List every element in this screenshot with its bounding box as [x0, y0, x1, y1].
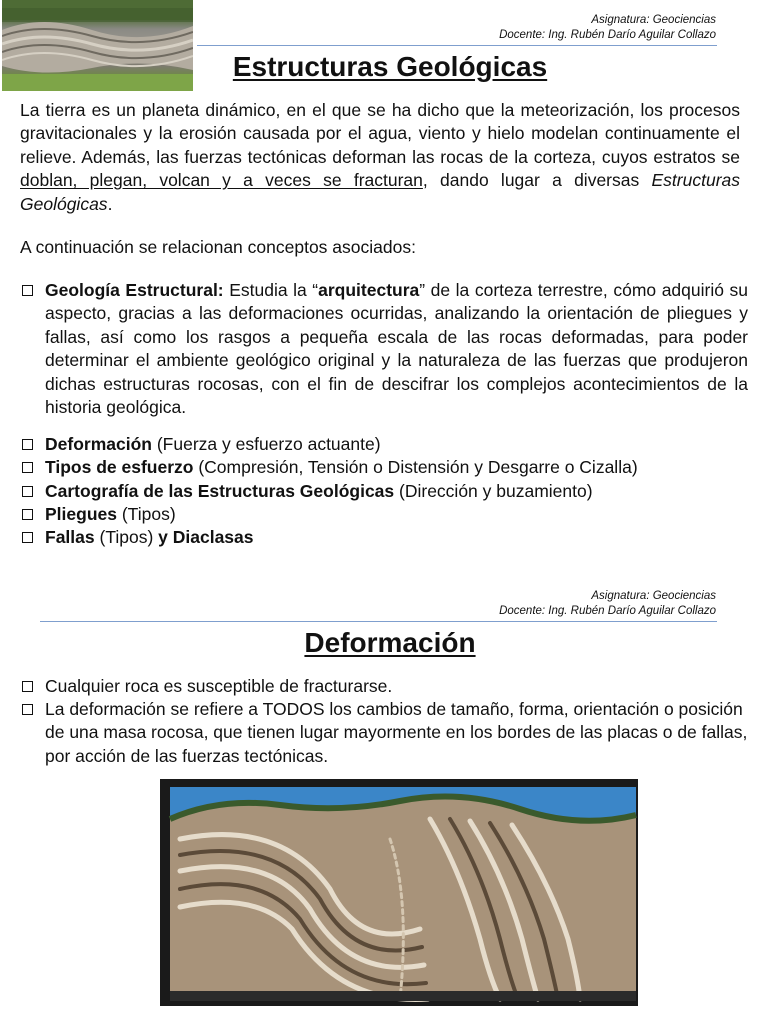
checkbox-bullet-icon [22, 285, 33, 296]
course-label: Asignatura: Geociencias [591, 14, 716, 26]
course-header [499, 589, 716, 619]
concept-item: Cartografía de las Estructuras Geológicas (Dirección y buzamiento) [20, 480, 748, 503]
deformation-item: La deformación se refiere a TODOS los cambios de tamaño, forma, orientación o posición de una masa rocosa, que tienen lugar mayormente en los bordes de las placas o de fallas, por acción de las fuerzas tectónicas. [20, 698, 748, 768]
checkbox-bullet-icon [22, 509, 33, 520]
page-title: Estructuras Geológicas [232, 51, 548, 82]
teacher-label: Docente: Ing. Rubén Darío Aguilar Collazo [499, 29, 716, 41]
geologia-estructural-item: Geología Estructural: Estudia la “arquitectura” de la corteza terrestre, cómo adquirió su aspecto, gracias a las deformaciones ocurridas, analizando la orientación de pliegues y fallas, así como los rasgos a pequeña escala de las rocas deformadas, para poder determinar el ambiente geológico original y la naturaleza de las fuerzas que produjeron dichas estructuras rocosas, con el fin de descifrar los complejos acontecimientos de la historia geológica. [20, 279, 748, 419]
concept-item: Fallas (Tipos) y Diaclasas [20, 526, 748, 549]
intro-paragraph: La tierra es un planeta dinámico, en el que se ha dicho que la meteorización, los procesos gravitacionales y la erosión causada por el agua, viento y hielo modelan continuamente el relieve. Además, las fuerzas tectónicas deforman las rocas de la corteza, cuyos estratos se doblan, plegan, volcan y a veces se fracturan, dando lugar a diversas Estructuras Geológicas. [20, 100, 740, 214]
deformation-item: Cualquier roca es susceptible de fracturarse. [20, 675, 748, 698]
checkbox-bullet-icon [22, 532, 33, 543]
checkbox-bullet-icon [22, 681, 33, 692]
underlined-phrase: doblan, plegan, volcan y a veces se fracturan [20, 170, 423, 191]
section-title: Deformación [304, 627, 476, 658]
concept-item: Tipos de esfuerzo (Compresión, Tensión o Distensión y Desgarre o Cizalla) [20, 456, 748, 479]
concepts-lead: A continuación se relacionan conceptos asociados: [20, 237, 416, 257]
checkbox-bullet-icon [22, 486, 33, 497]
italic-phrase: Estructuras Geológicas [20, 170, 740, 214]
checkbox-bullet-icon [22, 704, 33, 715]
checkbox-bullet-icon [22, 462, 33, 473]
folded-rock-photo [160, 779, 638, 1006]
header-divider [197, 45, 717, 46]
teacher-label: Docente: Ing. Rubén Darío Aguilar Collazo [499, 605, 716, 617]
concept-item: Pliegues (Tipos) [20, 503, 748, 526]
header-divider [40, 621, 717, 622]
checkbox-bullet-icon [22, 439, 33, 450]
course-header [499, 13, 716, 43]
concept-item: Deformación (Fuerza y esfuerzo actuante) [20, 433, 748, 456]
course-label: Asignatura: Geociencias [591, 590, 716, 602]
